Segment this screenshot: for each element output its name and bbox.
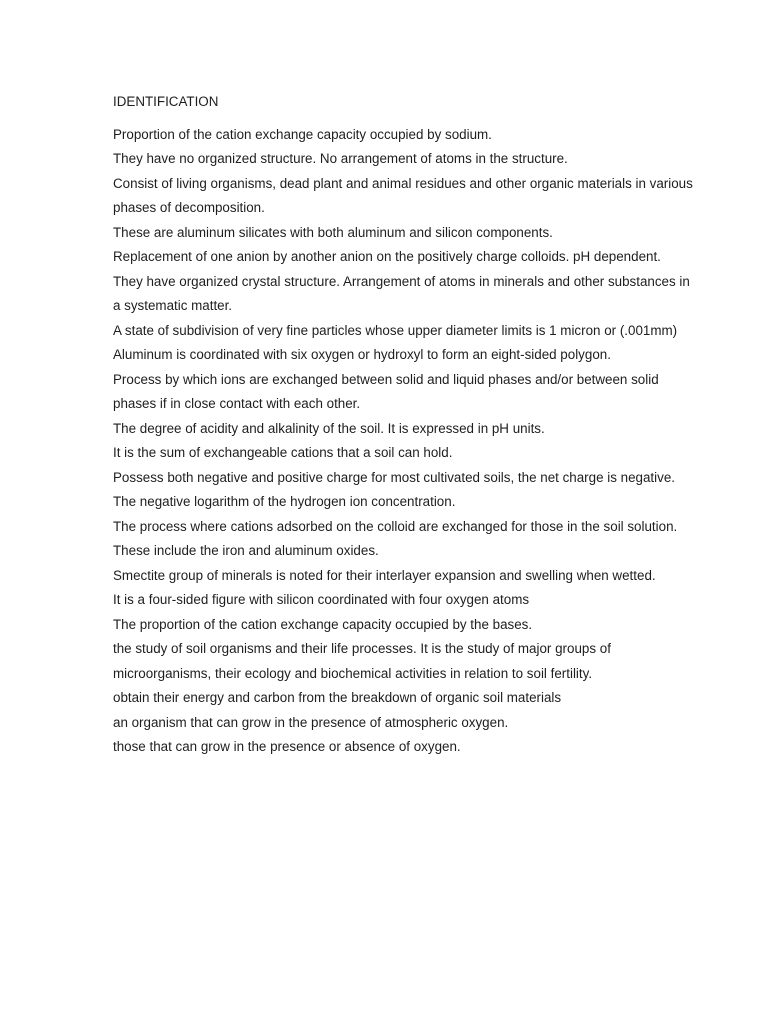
list-item: A state of subdivision of very fine particles whose upper diameter limits is 1 micron or (.001mm) (113, 322, 678, 338)
list-item: Consist of living organisms, dead plant and animal residues and other organic materials in various phases of decomposition. (113, 175, 693, 215)
list-item: obtain their energy and carbon from the breakdown of organic soil materials (113, 690, 562, 705)
list-item: It is a four-sided figure with silicon coordinated with four oxygen atoms (113, 592, 530, 607)
list-item: Aluminum is coordinated with six oxygen or hydroxyl to form an eight-sided polygon. (113, 347, 611, 362)
list-item: They have no organized structure. No arrangement of atoms in the structure. (113, 151, 568, 166)
list-item: the study of soil organisms and their life processes. It is the study of major groups of microorganisms, their ecology and biochemical activities in relation to soil fertility. (113, 641, 611, 681)
list-item: These include the iron and aluminum oxides. (113, 543, 379, 558)
list-item: The negative logarithm of the hydrogen ion concentration. (113, 494, 456, 509)
list-item: The degree of acidity and alkalinity of the soil. It is expressed in pH units. (113, 420, 545, 436)
list-item: Possess both negative and positive charge for most cultivated soils, the net charge is negative. (113, 469, 675, 485)
list-item: The proportion of the cation exchange capacity occupied by the bases. (113, 616, 533, 632)
list-item: It is the sum of exchangeable cations that a soil can hold. (113, 445, 453, 460)
list-item: an organism that can grow in the presence of atmospheric oxygen. (113, 714, 509, 730)
list-item: They have organized crystal structure. Arrangement of atoms in minerals and other substances in a systematic matter. (113, 273, 690, 313)
list-item: those that can grow in the presence or absence of oxygen. (113, 739, 461, 754)
list-item: Proportion of the cation exchange capacity occupied by sodium. (113, 126, 492, 142)
list-item: The process where cations adsorbed on the colloid are exchanged for those in the soil solution. (113, 518, 678, 534)
list-item: Smectite group of minerals is noted for their interlayer expansion and swelling when wetted. (113, 567, 656, 583)
list-item: Process by which ions are exchanged between solid and liquid phases and/or between solid phases if in close contact with each other. (113, 371, 659, 411)
list-item: Replacement of one anion by another anion on the positively charge colloids. pH dependent. (113, 249, 661, 264)
document-page (113, 90, 693, 760)
page-title: IDENTIFICATION (113, 94, 219, 109)
list-item: These are aluminum silicates with both aluminum and silicon components. (113, 224, 553, 240)
